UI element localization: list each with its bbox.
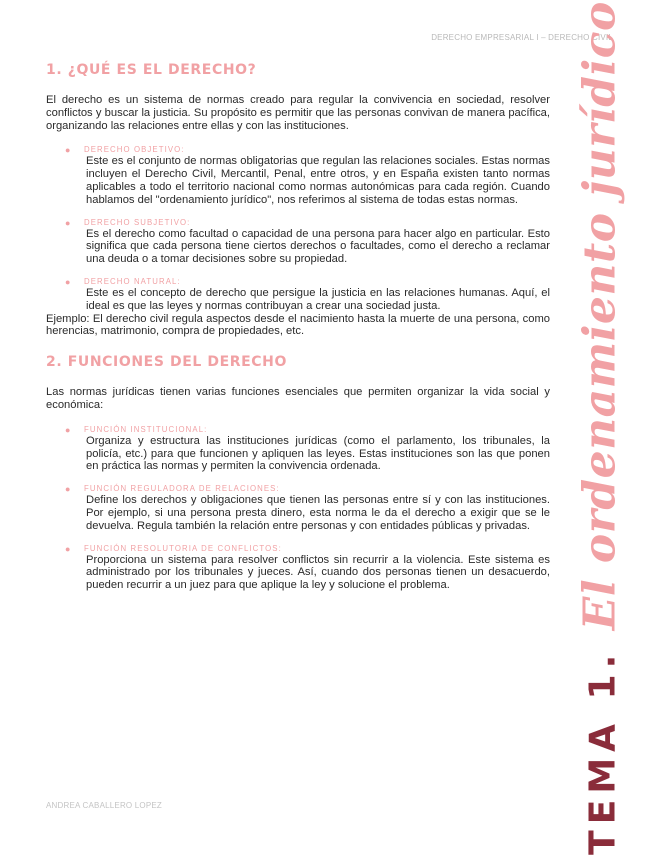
list-item — [46, 483, 550, 532]
item-label: DERECHO SUBJETIVO: — [84, 217, 191, 227]
list-item — [46, 424, 550, 473]
bullet-icon: ● — [65, 484, 71, 495]
section2-intro: Las normas jurídicas tienen varias funciones esenciales que permiten organizar la vida social y económica: — [46, 386, 550, 411]
bullet-icon: ● — [65, 543, 71, 554]
item-text: Este es el concepto de derecho que persigue la justicia en las relaciones humanas. Aquí, el ideal es que las leyes y normas contribuyan a crear una sociedad justa. — [86, 286, 550, 312]
item-text: Es el derecho como facultad o capacidad de una persona para hacer algo en particular. Esto significa que cada persona tiene ciertos derechos o facultades, como el derecho a reclamar una deuda o a tomar decisiones sobre su propiedad. — [86, 227, 550, 266]
item-text: Proporciona un sistema para resolver conflictos sin recurrir a la violencia. Este sistema es administrado por los tribunales y jueces. Así, cuando dos personas tienen un desacuerdo, pueden recurrir a un juez para que aplique la ley y solucione el problema. — [86, 553, 550, 592]
list-item — [46, 543, 550, 592]
bullet-icon: ● — [65, 217, 71, 228]
bullet-icon: ● — [65, 145, 71, 156]
section-title-que-es-derecho: 1. ¿QUÉ ES EL DERECHO? — [46, 62, 257, 78]
item-label: FUNCIÓN INSTITUCIONAL: — [84, 424, 208, 434]
bullet-icon: ● — [65, 276, 71, 287]
list-item — [46, 276, 550, 313]
section-title-funciones: 2. FUNCIONES DEL DERECHO — [46, 354, 288, 371]
chapter-number: TEMA 1. — [582, 630, 624, 855]
chapter-name: El ordenamiento jurídico — [574, 1, 626, 631]
item-text: Organiza y estructura las instituciones jurídicas (como el parlamento, los tribunales, la policía, etc.) para que funcionen y apliquen las leyes. Estas instituciones son las que ponen en práctica las normas y permiten la convivencia ordenada. — [86, 434, 550, 473]
bullet-icon: ● — [65, 424, 71, 435]
item-text: Este es el conjunto de normas obligatorias que regulan las relaciones sociales. Estas normas incluyen el Derecho Civil, Mercantil, Penal, entre otros, y en España existen tanto normas aplicables a todo el territorio nacional como normas autonómicas para cada región. Cuando hablamos del "ordenamiento jurídico", nos referimos al sistema de todas estas normas. — [86, 155, 550, 206]
list-item — [46, 144, 550, 206]
vertical-chapter-title — [575, 1, 626, 855]
section1-list — [46, 144, 550, 312]
section1-intro: El derecho es un sistema de normas creado para regular la convivencia en sociedad, resolver conflictos y buscar la justicia. Su propósito es permitir que las personas convivan de manera pacífica, organizando las relaciones entre ellas y con las instituciones. — [46, 94, 550, 132]
page-content — [46, 62, 550, 592]
list-item — [46, 217, 550, 266]
page-header: DERECHO EMPRESARIAL I – DERECHO CIVIL — [431, 33, 613, 42]
section1-example: Ejemplo: El derecho civil regula aspectos desde el nacimiento hasta la muerte de una persona, como herencias, matrimonio, compra de propiedades, etc. — [46, 312, 550, 338]
item-label: DERECHO OBJETIVO: — [84, 145, 185, 155]
section2-list — [46, 424, 550, 592]
page-footer: ANDREA CABALLERO LOPEZ — [46, 801, 162, 810]
item-text: Define los derechos y obligaciones que tienen las personas entre sí y con las instituciones. Por ejemplo, si una persona presta dinero, esta norma le da el derecho a exigir que se le devuelva. Regula también la relación entre personas y con entidades públicas y privadas. — [86, 494, 550, 532]
item-label: DERECHO NATURAL: — [84, 276, 181, 286]
item-label: FUNCIÓN REGULADORA DE RELACIONES: — [84, 484, 280, 494]
item-label: FUNCIÓN RESOLUTORIA DE CONFLICTOS: — [84, 543, 282, 553]
